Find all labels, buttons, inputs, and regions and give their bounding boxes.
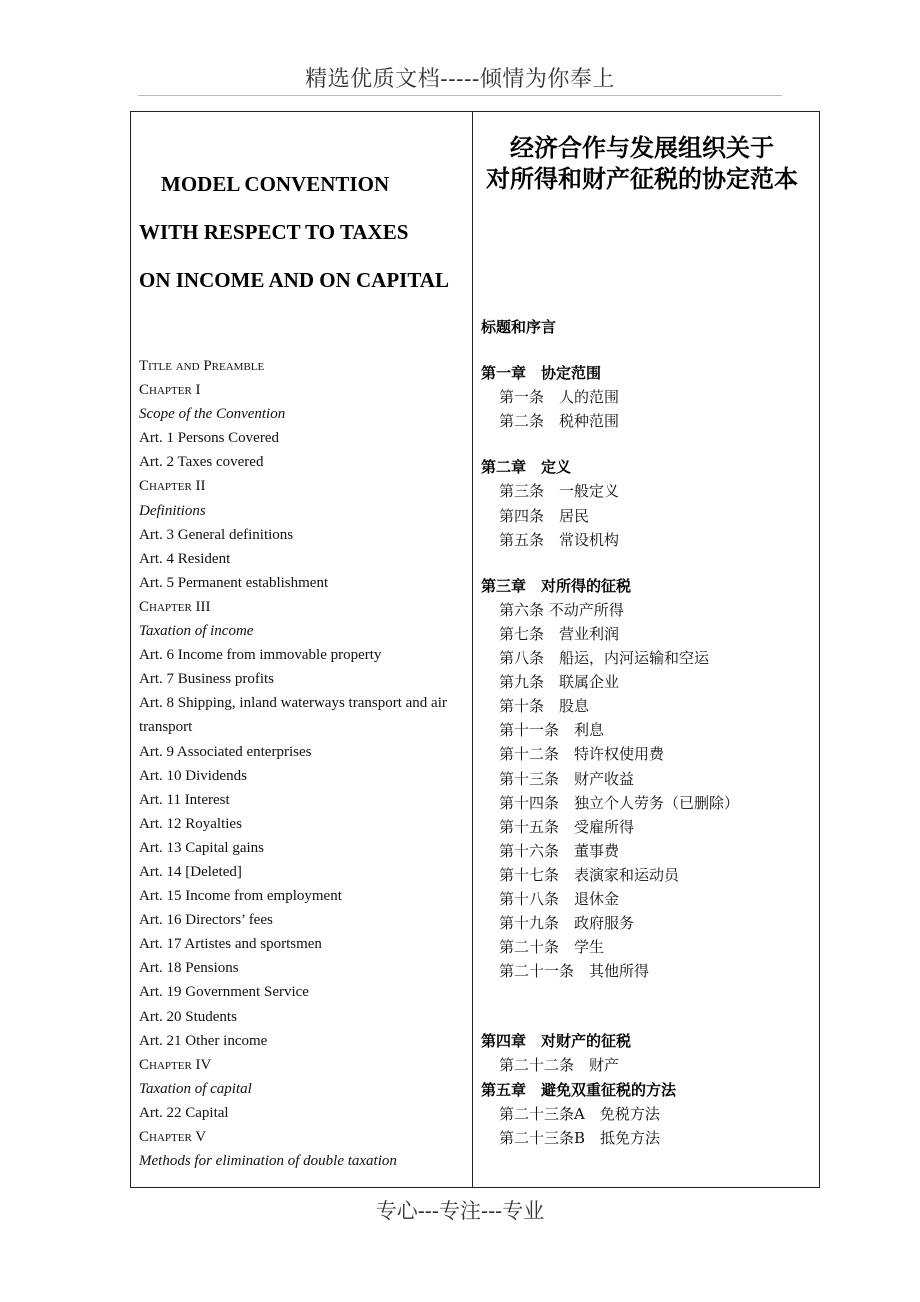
toc-spacer	[481, 339, 817, 361]
toc-article-item: Art. 4 Resident	[139, 550, 231, 567]
toc-article-item: 第二十三条A 免税方法	[499, 1104, 660, 1123]
toc-spacer	[481, 552, 817, 574]
toc-article-item: 第十条 股息	[499, 697, 590, 716]
toc-article-item: Art. 14 [Deleted]	[139, 863, 242, 880]
toc-chapter-subtitle: Methods for elimination of double taxation	[139, 1153, 397, 1170]
toc-article-item: 第十一条 利息	[499, 721, 605, 740]
toc-chapter-heading: Title and Preamble	[139, 358, 265, 374]
toc-chapter-subtitle: Taxation of income	[139, 623, 254, 640]
toc-article-item: Art. 6 Income from immovable property	[139, 647, 382, 664]
toc-article-item: 第十四条 独立个人劳务（已删除）	[499, 793, 740, 812]
toc-article-item: Art. 10 Dividends	[139, 767, 247, 784]
toc-article-item: 第二十条 学生	[499, 938, 605, 957]
toc-article-item: Art. 15 Income from employment	[139, 888, 342, 905]
toc-chapter-heading: Chapter III	[139, 598, 211, 615]
toc-chapter-heading: Chapter IV	[139, 1056, 212, 1073]
toc-article-item: 第十八条 退休金	[499, 889, 620, 908]
toc-article-item: Art. 13 Capital gains	[139, 839, 264, 856]
chinese-title	[472, 133, 812, 195]
chinese-title-line-1: 经济合作与发展组织关于	[510, 134, 774, 162]
toc-article-item: Art. 5 Permanent establishment	[139, 574, 329, 591]
toc-article-item: 第十五条 受雇所得	[499, 817, 635, 836]
toc-chapter-heading: Chapter I	[139, 382, 201, 399]
toc-article-item: 第二十二条 财产	[499, 1056, 620, 1075]
english-contents-list	[139, 354, 469, 1173]
toc-article-item: 第七条 营业利润	[499, 624, 620, 643]
toc-article-item: 第一条 人的范围	[499, 388, 620, 407]
toc-article-item: 第二十三条B 抵免方法	[499, 1128, 661, 1147]
left-title-line-2: WITH RESPECT TO TAXES	[139, 220, 409, 244]
toc-article-item: Art. 17 Artistes and sportsmen	[139, 936, 322, 953]
toc-article-item: Art. 16 Directors’ fees	[139, 912, 273, 929]
toc-article-item: Art. 21 Other income	[139, 1032, 268, 1049]
toc-chapter-heading: 第三章 对所得的征税	[481, 576, 632, 595]
toc-article-item: 第十六条 董事费	[499, 841, 620, 860]
toc-chapter-heading: Chapter II	[139, 478, 206, 495]
toc-article-item: Art. 18 Pensions	[139, 960, 239, 977]
toc-chapter-subtitle: Definitions	[139, 502, 206, 519]
toc-article-item: Art. 9 Associated enterprises	[139, 743, 312, 760]
chinese-title-line-2: 对所得和财产征税的协定范本	[486, 165, 798, 193]
page-header: 精选优质文档-----倾情为你奉上	[305, 67, 615, 92]
toc-article-item: 第三条 一般定义	[499, 482, 620, 501]
toc-chapter-heading: 第一章 协定范围	[481, 364, 602, 383]
toc-article-item: Art. 22 Capital	[139, 1104, 229, 1121]
header-rule	[138, 95, 782, 96]
toc-article-item: 第六条 不动产所得	[499, 600, 624, 619]
toc-chapter-heading: 第五章 避免双重征税的方法	[481, 1080, 677, 1099]
toc-article-item: Art. 19 Government Service	[139, 984, 309, 1001]
toc-article-item: 第十九条 政府服务	[499, 914, 635, 933]
toc-chapter-subtitle: Scope of the Convention	[139, 406, 286, 423]
toc-article-item: Art. 11 Interest	[139, 791, 230, 808]
toc-article-item: 第四条 居民	[499, 506, 590, 525]
toc-chapter-heading: 标题和序言	[481, 318, 557, 336]
toc-chapter-subtitle: Taxation of capital	[139, 1080, 252, 1097]
toc-article-item: 第十二条 特许权使用费	[499, 745, 665, 764]
toc-article-item: Art. 2 Taxes covered	[139, 454, 264, 471]
toc-spacer	[481, 433, 817, 455]
toc-article-item: 第二十一条 其他所得	[499, 962, 650, 981]
toc-article-item: 第八条 船运，内河运输和空运	[499, 649, 710, 668]
page-footer: 专心---专注---专业	[375, 1199, 545, 1223]
left-title-line-1: MODEL CONVENTION	[161, 172, 390, 196]
column-divider	[472, 111, 473, 1188]
toc-article-item: Art. 7 Business profits	[139, 671, 274, 688]
left-title-line-3: ON INCOME AND ON CAPITAL	[139, 268, 449, 292]
toc-article-item: Art. 20 Students	[139, 1008, 237, 1025]
toc-article-item: 第九条 联属企业	[499, 673, 620, 692]
toc-article-item: 第二条 税种范围	[499, 412, 620, 431]
toc-article-item: Art. 3 General definitions	[139, 526, 294, 543]
toc-chapter-heading: 第四章 对财产的征税	[481, 1032, 632, 1051]
toc-article-item: Art. 1 Persons Covered	[139, 430, 279, 447]
toc-article-item: Art. 8 Shipping, inland waterways transport and air transport	[139, 695, 447, 736]
toc-article-item: 第十七条 表演家和运动员	[499, 865, 680, 884]
toc-article-item: 第十三条 财产收益	[499, 769, 635, 788]
toc-chapter-heading: Chapter V	[139, 1129, 207, 1145]
toc-spacer	[481, 983, 817, 1029]
toc-article-item: Art. 12 Royalties	[139, 815, 242, 832]
chinese-contents-list	[481, 315, 817, 1150]
toc-article-item: 第五条 常设机构	[499, 530, 620, 549]
toc-chapter-heading: 第二章 定义	[481, 458, 572, 477]
